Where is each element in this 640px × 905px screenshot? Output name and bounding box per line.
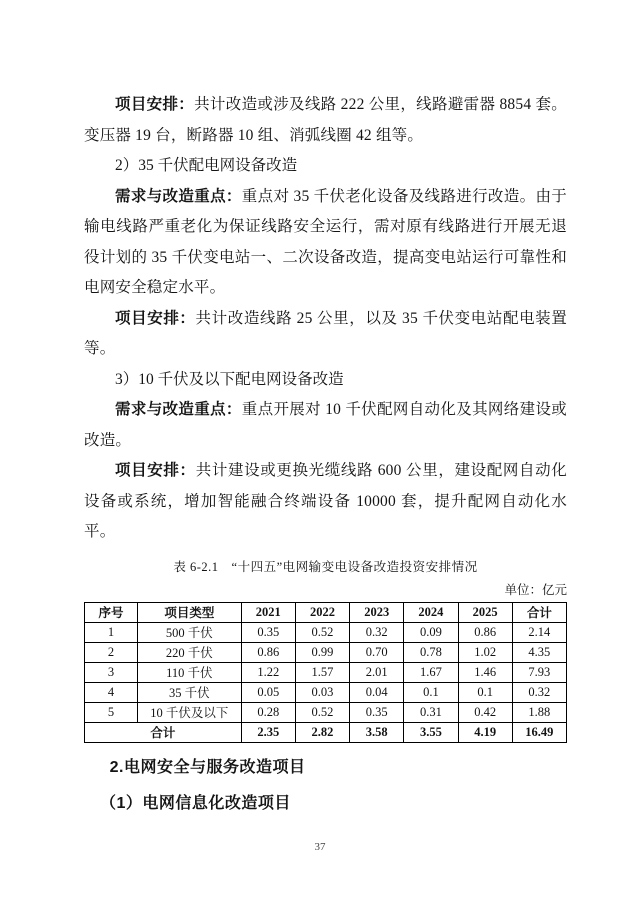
paragraph-project-arrangement-2	[84, 304, 567, 365]
paragraph-label: 项目安排：	[115, 96, 195, 113]
table-cell: 1.02	[458, 642, 512, 662]
table-row	[85, 702, 567, 722]
table-cell: 2.01	[350, 662, 404, 682]
table-cell: 1.67	[404, 662, 458, 682]
table-header-cell: 2023	[350, 602, 404, 622]
page-content	[84, 90, 567, 820]
table-cell: 0.1	[458, 682, 512, 702]
investment-table	[84, 602, 567, 743]
paragraph-text: 重点开展对 10 千伏配网自动化及其网络建设或改造。	[84, 401, 567, 449]
subsection-heading: （1）电网信息化改造项目	[100, 794, 291, 812]
table-cell: 3.58	[350, 722, 404, 742]
table-cell: 16.49	[512, 722, 566, 742]
table-header-row	[85, 602, 567, 622]
table-cell: 4.19	[458, 722, 512, 742]
table-cell: 0.52	[295, 622, 349, 642]
table-cell: 5	[85, 702, 138, 722]
table-cell: 0.70	[350, 642, 404, 662]
table-cell: 10 千伏及以下	[138, 702, 242, 722]
table-cell: 0.86	[241, 642, 295, 662]
section-heading: 2.电网安全与服务改造项目	[109, 758, 306, 776]
table-cell: 1.22	[241, 662, 295, 682]
table-row	[85, 622, 567, 642]
table-cell: 1.57	[295, 662, 349, 682]
page-number: 37	[314, 841, 326, 853]
table-cell: 0.42	[458, 702, 512, 722]
table-cell: 0.03	[295, 682, 349, 702]
paragraph-label: 项目安排：	[115, 462, 196, 479]
table-cell: 0.31	[404, 702, 458, 722]
table-cell: 2.35	[241, 722, 295, 742]
paragraph-text: 共计建设或更换光缆线路 600 公里，建设配网自动化设备或系统，增加智能融合终端设备 10000 套，提升配网自动化水平。	[84, 462, 567, 540]
table-row	[85, 642, 567, 662]
subhead-text: 2）35 千伏配电网设备改造	[115, 157, 298, 174]
table-row	[85, 682, 567, 702]
table-cell: 7.93	[512, 662, 566, 682]
paragraph-label: 项目安排：	[115, 309, 196, 327]
table-total-row	[85, 722, 567, 742]
paragraph-needs-2	[84, 395, 567, 456]
table-header-cell: 2024	[404, 602, 458, 622]
table-cell: 4.35	[512, 642, 566, 662]
paragraph-label: 需求与改造重点：	[115, 187, 242, 205]
table-cell: 2	[85, 642, 138, 662]
table-header-cell: 2021	[241, 602, 295, 622]
table-cell: 0.05	[241, 682, 295, 702]
paragraph-label: 需求与改造重点：	[115, 401, 242, 418]
table-cell: 0.32	[512, 682, 566, 702]
table-header-cell: 2022	[295, 602, 349, 622]
table-header-cell: 项目类型	[138, 602, 242, 622]
subhead-35kv	[84, 151, 567, 182]
table-cell: 0.99	[295, 642, 349, 662]
table-header-cell: 合计	[512, 602, 566, 622]
paragraph-text: 共计改造线路 25 公里，以及 35 千伏变电站配电装置等。	[84, 309, 567, 357]
table-cell: 0.35	[350, 702, 404, 722]
table-cell: 4	[85, 682, 138, 702]
table-total-label: 合计	[85, 722, 242, 742]
table-cell: 500 千伏	[138, 622, 242, 642]
table-cell: 2.82	[295, 722, 349, 742]
table-unit-note: 单位：亿元	[504, 582, 567, 597]
table-cell: 1.46	[458, 662, 512, 682]
table-cell: 0.32	[350, 622, 404, 642]
table-cell: 0.28	[241, 702, 295, 722]
table-header-cell: 序号	[85, 602, 138, 622]
table-cell: 1.88	[512, 702, 566, 722]
table-cell: 0.04	[350, 682, 404, 702]
table-cell: 0.78	[404, 642, 458, 662]
table-caption: 表 6-2.1 “十四五”电网输变电设备改造投资安排情况	[173, 559, 478, 574]
table-cell: 220 千伏	[138, 642, 242, 662]
subhead-text: 3）10 千伏及以下配电网设备改造	[115, 370, 344, 388]
table-row	[85, 662, 567, 682]
paragraph-text: 共计改造或涉及线路 222 公里，线路避雷器 8854 套。变压器 19 台，断路器 10 组、消弧线圈 42 组等。	[84, 96, 567, 144]
table-cell: 0.1	[404, 682, 458, 702]
paragraph-needs-1	[84, 182, 567, 304]
table-cell: 0.52	[295, 702, 349, 722]
subhead-10kv	[84, 365, 567, 396]
paragraph-text: 重点对 35 千伏老化设备及线路进行改造。由于输电线路严重老化为保证线路安全运行，需对原有线路进行开展无退役计划的 35 千伏变电站一、二次设备改造，提高变电站运行可靠性和电网安全稳定水平。	[84, 187, 567, 296]
table-cell: 1	[85, 622, 138, 642]
table-cell: 35 千伏	[138, 682, 242, 702]
paragraph-project-arrangement-3	[84, 456, 567, 548]
table-cell: 0.09	[404, 622, 458, 642]
table-header-cell: 2025	[458, 602, 512, 622]
table-cell: 3	[85, 662, 138, 682]
paragraph-project-arrangement-1	[84, 90, 567, 151]
table-cell: 110 千伏	[138, 662, 242, 682]
table-cell: 3.55	[404, 722, 458, 742]
table-cell: 0.86	[458, 622, 512, 642]
table-cell: 0.35	[241, 622, 295, 642]
table-cell: 2.14	[512, 622, 566, 642]
